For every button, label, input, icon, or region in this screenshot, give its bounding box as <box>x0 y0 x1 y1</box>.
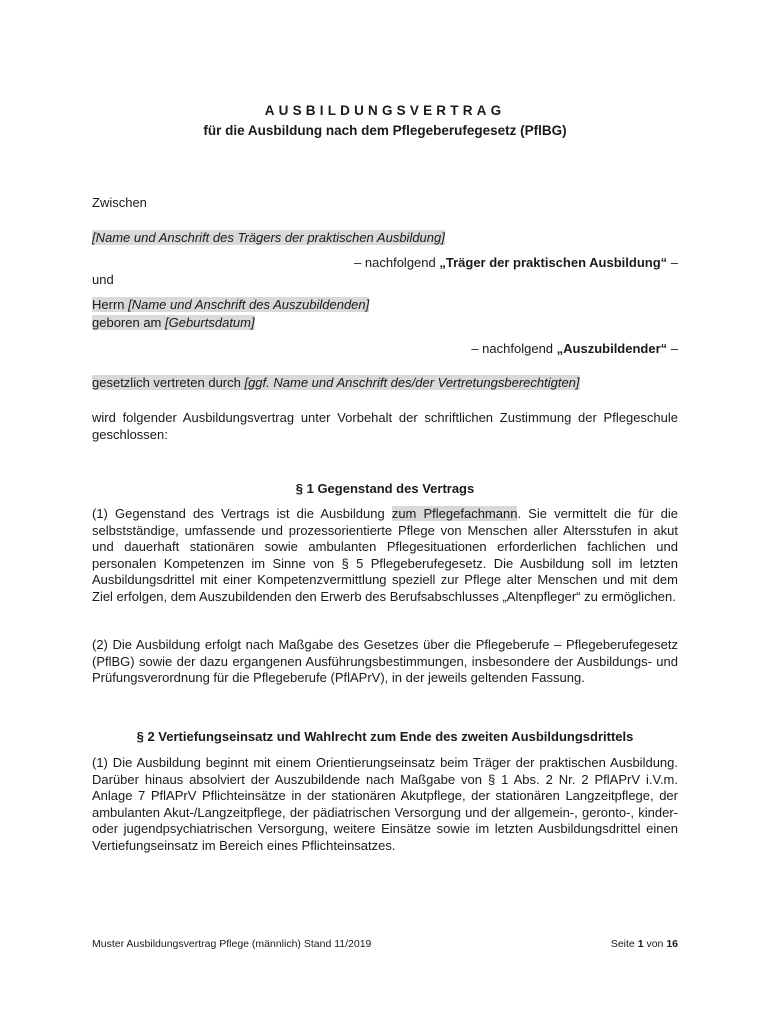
vertreten-line: gesetzlich vertreten durch [ggf. Name und Anschrift des/der Vertretungsberechtigten] <box>92 375 580 390</box>
traeger-placeholder: [Name und Anschrift des Trägers der praktischen Ausbildung] <box>92 230 445 245</box>
azubi-term: „Auszubildender“ <box>556 341 668 356</box>
und-text: und <box>92 272 114 287</box>
geburtsdatum-placeholder: [Geburtsdatum] <box>165 315 255 330</box>
document-subtitle: für die Ausbildung nach dem Pflegeberufegesetz (PflBG) <box>203 123 567 138</box>
azubi-placeholder: [Name und Anschrift des Auszubildenden] <box>128 297 370 312</box>
section1-heading: § 1 Gegenstand des Vertrags <box>295 481 475 496</box>
geburtsdatum-line: geboren am [Geburtsdatum] <box>92 315 255 330</box>
traeger-designation: – nachfolgend „Träger der praktischen Ausbildung“ – <box>354 255 678 270</box>
section1-paragraph1: (1) Gegenstand des Vertrags ist die Ausbildung zum Pflegefachmann. Sie vermittelt die für die selbstständige, umfassende und prozessorientierte Pflege von Menschen aller Altersstufen in akut und dauerhaft stationären sowie ambulanten Pflegesituationen erforderlichen fachlichen und personalen Kompetenzen im Sinne von § 5 Pflegeberufegesetz. Die Ausbildung soll im letzten Ausbildungsdrittel mit einer Kompetenzvermittlung speziell zur Pflege alter Menschen und mit dem Ziel erfolgen, dem Auszubildenden den Erwerb des Berufsabschlusses „Altenpfleger“ zu ermöglichen. <box>92 506 678 604</box>
azubi-line: Herrn [Name und Anschrift des Auszubildenden] <box>92 297 370 312</box>
azubi-designation: – nachfolgend „Auszubildender“ – <box>471 341 678 356</box>
footer-left: Muster Ausbildungsvertrag Pflege (männlich) Stand 11/2019 <box>92 938 372 950</box>
document-title: AUSBILDUNGSVERTRAG <box>264 103 506 118</box>
page-number: Seite 1 von 16 <box>610 938 678 950</box>
section2-heading: § 2 Vertiefungseinsatz und Wahlrecht zum Ende des zweiten Ausbildungsdrittels <box>136 729 634 744</box>
vertreten-placeholder: [ggf. Name und Anschrift des/der Vertretungsberechtigten] <box>244 375 580 390</box>
highlighted-profession: zum Pflegefachmann <box>391 506 518 521</box>
traeger-term: „Träger der praktischen Ausbildung“ <box>439 255 668 270</box>
zwischen-text: Zwischen <box>92 195 147 210</box>
intro-paragraph: wird folgender Ausbildungsvertrag unter Vorbehalt der schriftlichen Zustimmung der Pflegeschule geschlossen: <box>92 410 678 442</box>
section1-paragraph2: (2) Die Ausbildung erfolgt nach Maßgabe des Gesetzes über die Pflegeberufe – Pflegeberufegesetz (PflBG) sowie der dazu ergangenen Ausführungsbestimmungen, insbesondere der Ausbildungs- und Prüfungsverordnung für die Pflegeberufe (PflAPrV), in der jeweils geltenden Fassung. <box>92 637 678 685</box>
traeger-line <box>92 229 445 247</box>
section2-paragraph1: (1) Die Ausbildung beginnt mit einem Orientierungseinsatz beim Träger der praktischen Ausbildung. Darüber hinaus absolviert der Auszubildende nach Maßgabe von § 1 Abs. 2 Nr. 2 PflAPrV i.V.m. Anlage 7 PflAPrV Pflichteinsätze in der stationären Akutpflege, der stationären Langzeitpflege, der ambulanten Akut-/Langzeitpflege, der pädiatrischen Versorgung und der allgemein-, geronto-, kinder- oder jugendpsychiatrischen Versorgung, weitere Einsätze sowie im letzten Ausbildungsdrittel einen Vertiefungseinsatz im Bereich eines Pflichteinsatzes. <box>92 755 678 853</box>
